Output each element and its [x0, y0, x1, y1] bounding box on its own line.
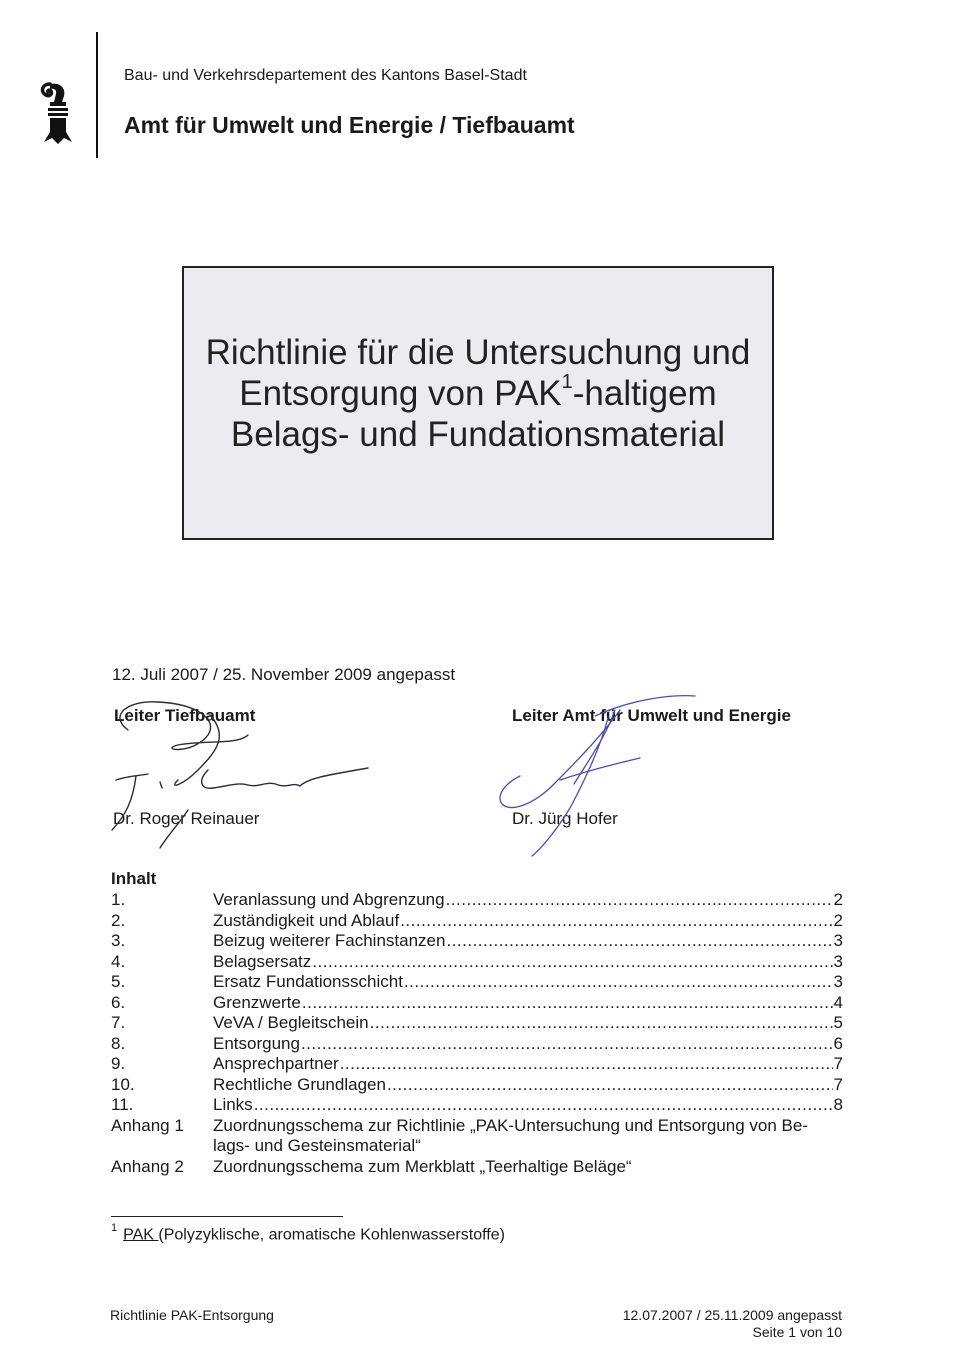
footer-meta — [623, 1307, 842, 1341]
toc-item[interactable] — [111, 1034, 843, 1055]
basel-staff-icon — [36, 80, 82, 146]
toc-label: Ansprechpartner — [213, 1054, 339, 1073]
toc-label: Veranlassung und Abgrenzung — [213, 890, 445, 909]
document-title — [184, 332, 772, 455]
toc-label: Zuständigkeit und Ablauf — [213, 910, 400, 930]
toc-leader — [254, 1095, 833, 1116]
toc-item[interactable] — [111, 911, 843, 932]
toc-number: 7. — [111, 1013, 126, 1032]
toc-leader — [301, 1034, 833, 1055]
toc-label: Entsorgung — [213, 1033, 300, 1053]
header-divider — [96, 32, 98, 158]
toc-leader — [370, 1013, 833, 1034]
footnote — [111, 1224, 505, 1244]
toc-item[interactable] — [111, 1095, 843, 1116]
title-line-2-suffix: -haltigem — [572, 374, 717, 413]
toc-number: 11. — [111, 1095, 134, 1114]
toc-page: 2 — [833, 910, 843, 930]
footer-document-name: Richtlinie PAK-Entsorgung — [110, 1307, 274, 1323]
toc-number: 4. — [111, 951, 126, 971]
toc-annex[interactable] — [111, 1157, 843, 1178]
annex-number: Anhang 2 — [111, 1156, 184, 1176]
footnote-marker: 1 — [111, 1222, 118, 1234]
office-name: Amt für Umwelt und Energie / Tiefbauamt — [124, 112, 575, 138]
title-line-2-text: Entsorgung von PAK — [239, 374, 562, 413]
toc-leader — [446, 931, 832, 952]
toc-leader — [400, 911, 832, 932]
toc-item[interactable] — [111, 1054, 843, 1075]
toc-label: Ersatz Fundationsschicht — [213, 972, 403, 991]
toc-number: 2. — [111, 910, 126, 930]
footnote-text: (Polyzyklische, aromatische Kohlenwasserstoffe) — [158, 1226, 505, 1244]
signatory-left-name: Dr. Roger Reinauer — [113, 809, 260, 828]
toc-leader — [302, 993, 833, 1014]
title-line-3: Belags- und Fundationsmaterial — [230, 415, 726, 454]
toc-label: Links — [213, 1095, 253, 1114]
signatory-left-role: Leiter Tiefbauamt — [114, 706, 256, 725]
toc-number: 3. — [111, 931, 126, 950]
toc-number: 10. — [111, 1074, 135, 1094]
annex-title: Zuordnungsschema zum Merkblatt „Teerhaltige Beläge“ — [213, 1156, 632, 1176]
footnote-separator — [111, 1216, 343, 1217]
toc-item[interactable] — [111, 1013, 843, 1034]
toc-item[interactable] — [111, 972, 843, 993]
toc-leader — [387, 1075, 833, 1096]
title-box — [182, 266, 774, 540]
toc-item[interactable] — [111, 931, 843, 952]
toc-number: 5. — [111, 972, 126, 991]
toc-page: 7 — [833, 1074, 843, 1094]
toc-number: 1. — [111, 890, 126, 909]
toc-number: 6. — [111, 992, 126, 1012]
footnote-ref[interactable]: 1 — [561, 371, 573, 394]
toc-item[interactable] — [111, 1075, 843, 1096]
document-date: 12. Juli 2007 / 25. November 2009 angepasst — [112, 665, 456, 684]
toc-label: Rechtliche Grundlagen — [213, 1074, 386, 1094]
annex-number: Anhang 1 — [111, 1115, 184, 1135]
title-line-1: Richtlinie für die Untersuchung und — [205, 333, 751, 372]
toc-annex[interactable] — [111, 1116, 843, 1157]
signatory-right-name: Dr. Jürg Hofer — [512, 809, 618, 828]
toc-page: 5 — [833, 1013, 843, 1032]
footer-date: 12.07.2007 / 25.11.2009 angepasst — [622, 1307, 842, 1323]
toc-leader — [446, 890, 833, 911]
toc-label: Beizug weiterer Fachinstanzen — [213, 931, 446, 950]
toc-page: 8 — [833, 1095, 843, 1114]
table-of-contents — [111, 890, 843, 1177]
toc-leader — [312, 952, 832, 973]
toc-leader — [340, 1054, 833, 1075]
toc-label: Belagsersatz — [213, 951, 312, 971]
page-number: Seite 1 von 10 — [752, 1324, 842, 1340]
department-name: Bau- und Verkehrsdepartement des Kantons Basel-Stadt — [124, 67, 527, 84]
toc-page: 3 — [833, 931, 843, 950]
toc-page: 4 — [833, 992, 843, 1012]
title-line-2 — [184, 373, 772, 414]
annex-title: Zuordnungsschema zur Richtlinie „PAK-Untersuchung und Entsorgung von Be-lags- und Gesteinsmaterial“ — [213, 1115, 808, 1155]
toc-item[interactable] — [111, 993, 843, 1014]
toc-item[interactable] — [111, 952, 843, 973]
toc-page: 3 — [833, 972, 843, 991]
toc-label: Grenzwerte — [213, 992, 301, 1012]
toc-page: 6 — [833, 1033, 843, 1053]
toc-label: VeVA / Begleitschein — [213, 1013, 369, 1032]
toc-item[interactable] — [111, 890, 843, 911]
toc-leader — [404, 972, 833, 993]
footnote-abbreviation: PAK — [123, 1226, 159, 1244]
toc-number: 9. — [111, 1054, 126, 1073]
toc-page: 7 — [833, 1054, 843, 1073]
toc-title: Inhalt — [111, 869, 157, 888]
signatory-right-role: Leiter Amt für Umwelt und Energie — [512, 706, 791, 725]
toc-number: 8. — [111, 1033, 126, 1053]
toc-page: 3 — [833, 951, 843, 971]
toc-page: 2 — [833, 890, 843, 909]
